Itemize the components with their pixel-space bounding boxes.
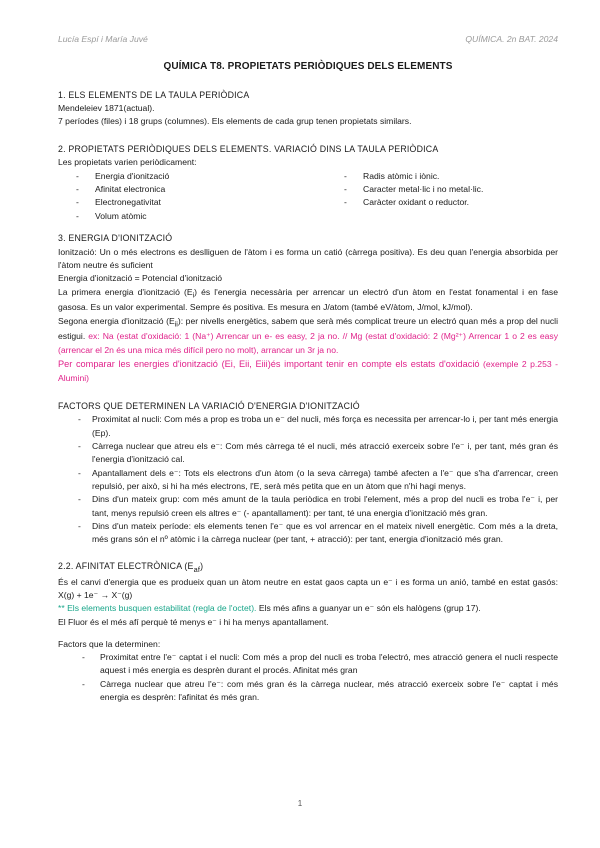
list-item: - Radis atòmic i iònic. bbox=[344, 170, 564, 183]
section-2-2 bbox=[58, 560, 558, 704]
s1-line-1: Mendeleiev 1871(actual). bbox=[58, 103, 155, 114]
list-item: - Càrrega nuclear que atreu els e⁻: Com més càrrega té el nucli, més atracció exerceix sobre l'e⁻ i, per tant, més gran és l'energia d'ionització cal. bbox=[78, 440, 558, 467]
section-3-heading: 3. ENERGIA D'IONITZACIÓ bbox=[58, 232, 173, 243]
section-1-heading: 1. ELS ELEMENTS DE LA TAULA PERIÒDICA bbox=[58, 89, 250, 100]
list-item: - Caracter metal·lic i no metal·lic. bbox=[344, 183, 564, 196]
s3-para-2: Energia d'ionització = Potencial d'ionització bbox=[58, 273, 223, 284]
list-item: - Afinitat electronica bbox=[76, 183, 344, 196]
s3-para-1: Ionització: Un o més electrons es deslliguen de l'àtom i es forma un catió (càrrega positiva). Es deu quan l'energia absorbida per l'àtom neutre és suficient bbox=[58, 246, 558, 270]
list-item: - Dins d'un mateix període: els elements tenen l'e⁻ que es vol arrencar en el mateix nivell energètic. Com més a la dreta, més grans són el nº atòmic i la càrrega nuclear (per tant, + atracció): per tant, energia d'ionització més gran. bbox=[78, 520, 558, 547]
section-2-heading: 2. PROPIETATS PERIÒDIQUES DELS ELEMENTS. VARIACIÓ DINS LA TAULA PERIÒDICA bbox=[58, 143, 439, 154]
s5-para-3: El Fluor és el més afí perquè té menys e⁻ i hi ha menys apantallament. bbox=[58, 616, 329, 627]
s3-para-3: La primera energia d'ionització $(E_i)$ és l'energia necessària per arrencar un electró d'un àtom en l'estat fonamental i en fase gasosa. Es un valor experimental. Sempre és positiva. Es mesura en J/atom (també eV/àtom, J/mol, kJ/mol). bbox=[58, 286, 559, 313]
list-item: - Dins d'un mateix grup: com més amunt de la taula periòdica en trobi l'element, més a prop del nucli es troba l'e⁻ i, per tant, menys repulsió creen els altres e⁻ (- apantallament): per tant, té una energia d'ionització més gran. bbox=[78, 493, 558, 520]
section-factors bbox=[58, 400, 558, 547]
section-3 bbox=[58, 232, 558, 386]
list-item: - Càrrega nuclear que atreu l'e⁻: com més gran és la càrrega nuclear, més atracció exerceix sobre l'e⁻ captat i més energia es desprèn: l'afinitat és més gran. bbox=[82, 678, 558, 705]
header-author: Lucía Espí i María Juvé bbox=[58, 34, 148, 44]
s5-factors-label: Factors que la determinen: bbox=[58, 638, 161, 649]
list-item: - Apantallament dels e⁻: Tots els electrons d'un àtom (o la seva càrrega) també afecten a l'e⁻ que s'ha d'arrencar, creen repulsió, per això, si hi ha més electrons, l'E, serà més petita que en un àtom que n'hi hagi menys. bbox=[78, 467, 558, 494]
s1-line-2: 7 períodes (files) i 18 grups (columnes). Els elements de cada grup tenen propietats similars. bbox=[58, 116, 412, 127]
properties-list bbox=[58, 170, 558, 223]
s3-para-4: Segona energia d'ionització $(E_{ii})$: per nivells energètics, sabem que serà més complicat treure un electró quan més a prop del nucli estigui. ex: Na (estat d'oxidació: 1 (Na⁺) Arrencar un e- es easy, 2 ja no. // Mg (estat d'oxidació: 2 (Mg²⁺) Arrencar 1 o 2 es easy (arrencar el 2n és una mica més difícil pero no molt), arrancar un 3r ja no. bbox=[58, 315, 558, 355]
list-item: - Proximitat entre l'e⁻ captat i el nucli: Com més a prop del nucli es troba l'electró, mes atracció genera el nucli respecte aquest i més energia es desprèn durant el procés. Afinitat més gran bbox=[82, 651, 558, 678]
document-title: QUÍMICA T8. PROPIETATS PERIÒDIQUES DELS ELEMENTS bbox=[163, 61, 453, 72]
page-number: 1 bbox=[297, 798, 303, 808]
s3-example-note: ex: Na (estat d'oxidació: 1 (Na⁺) Arrencar un e- es easy, 2 ja no. // Mg (estat d'oxidació: 2 (Mg²⁺) Arrencar 1 o 2 es easy (arrencar el 2n és una mica més difícil pero no molt), arrancar un 3r ja no. bbox=[58, 331, 558, 355]
s2-intro: Les propietats varien periòdicament: bbox=[58, 157, 197, 168]
section-2 bbox=[58, 143, 558, 223]
factors-heading: FACTORS QUE DETERMINEN LA VARIACIÓ D'ENERGIA D'IONITZACIÓ bbox=[58, 400, 360, 411]
section-1 bbox=[58, 89, 558, 129]
list-item: - Volum atòmic bbox=[76, 210, 344, 223]
list-item: - Caràcter oxidant o reductor. bbox=[344, 196, 564, 209]
affinity-factors-list bbox=[58, 651, 558, 704]
factors-list bbox=[58, 413, 558, 546]
list-item: - Electronegativitat bbox=[76, 196, 344, 209]
s5-para-1: És el canvi d'energia que es produeix quan un àtom neutre en estat gaos capta un e⁻ i es forma un anió, també en estat gasós: X(g) + 1e⁻ → X⁻(g) bbox=[58, 576, 558, 600]
header-course: QUÍMICA. 2n BAT. 2024 bbox=[465, 34, 558, 44]
s3-para-5: Per comparar les energies d'ionització (Ei, Eii, Eiii)és important tenir en compte els estats d'oxidació (exemple 2 p.253 - Alumini) bbox=[58, 359, 559, 384]
s5-para-2: ** Els elements busquen estabilitat (regla de l'octet). Els més afins a guanyar un e⁻ són els halògens (grup 17). bbox=[58, 603, 481, 614]
section-2-2-heading: 2.2. AFINITAT ELECTRÒNICA $(E_{af})$ bbox=[58, 561, 204, 575]
list-item: - Energia d'ionització bbox=[76, 170, 344, 183]
list-item: - Proximitat al nucli: Com més a prop es troba un e⁻ del nucli, més força es necessita per arrencar-lo i, per tant més energia (Ep). bbox=[78, 413, 558, 440]
